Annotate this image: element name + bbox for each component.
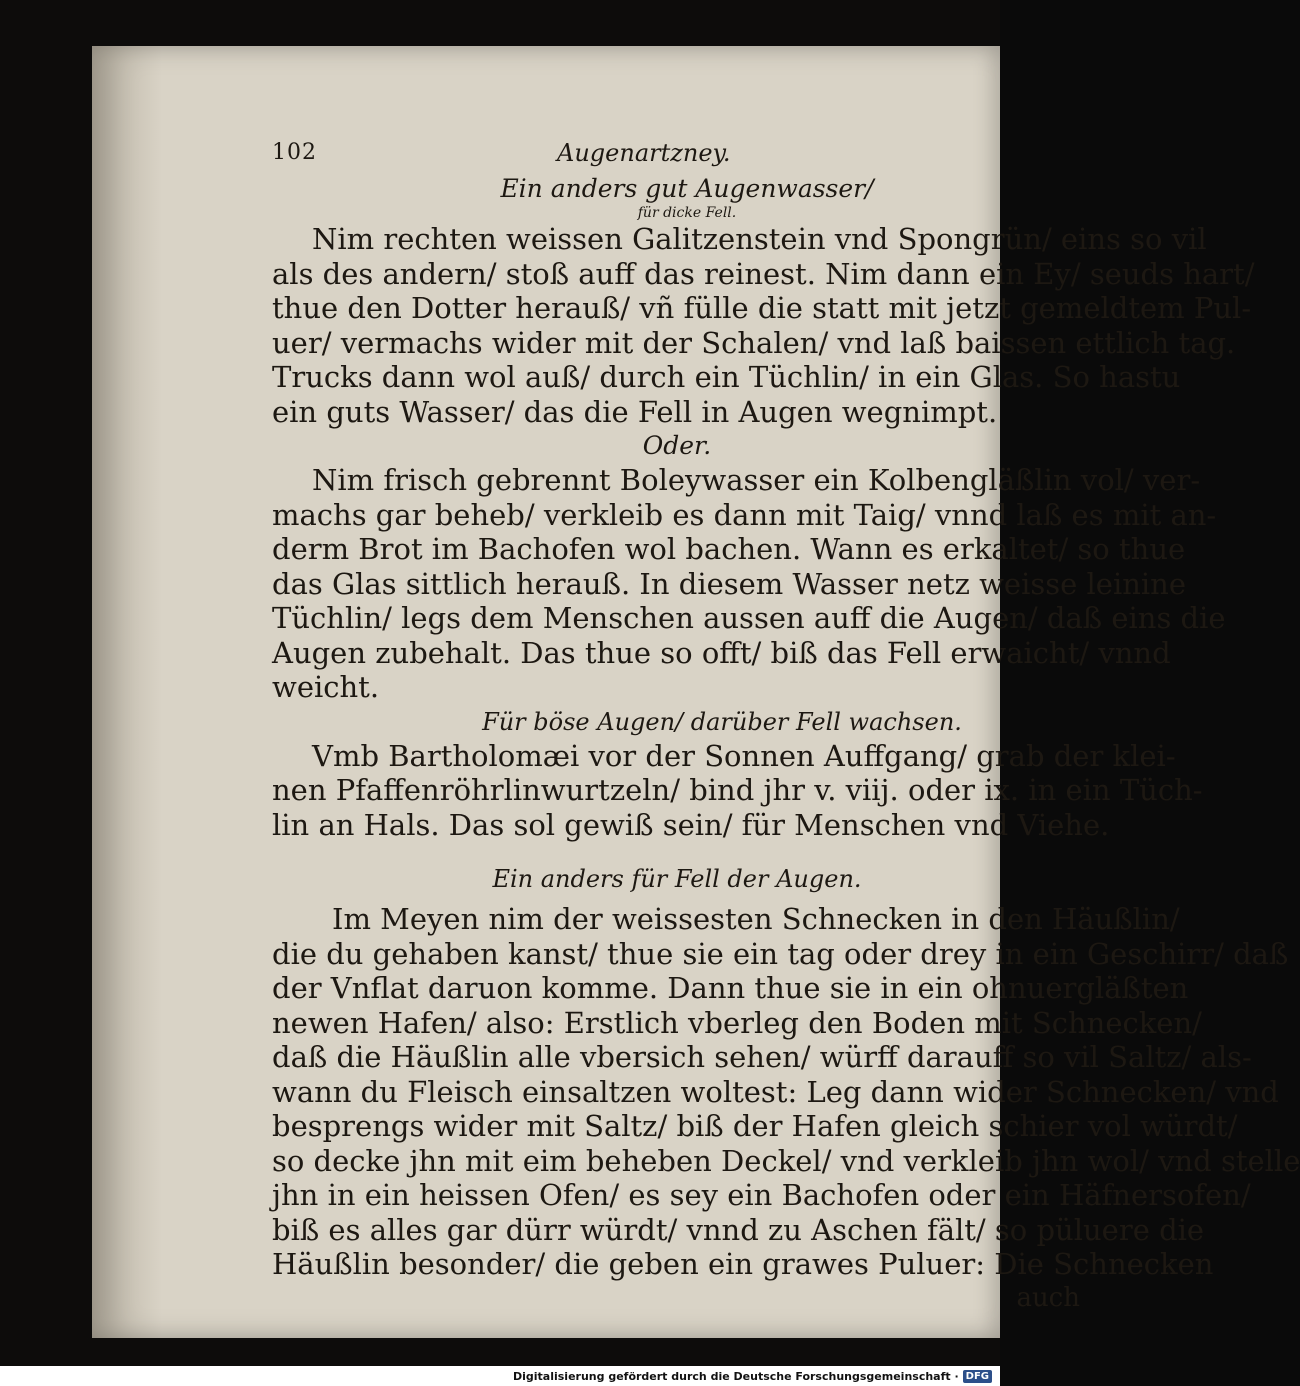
footer-bar bbox=[0, 1366, 1000, 1386]
text-block bbox=[272, 136, 1300, 1314]
paragraph bbox=[272, 463, 1226, 705]
text-line: daß die Häußlin alle vbersich sehen/ würff darauff so vil Saltz/ als- bbox=[272, 1040, 1252, 1074]
page-number: 102 bbox=[272, 140, 317, 165]
text-line: Augen zubehalt. Das thue so offt/ biß das Fell erwaicht/ vnnd bbox=[272, 635, 1171, 670]
section-heading: Ein anders gut Augenwasser/ bbox=[500, 174, 874, 203]
running-head: Augenartzney. bbox=[557, 139, 731, 167]
text-line: Im Meyen nim der weissesten Schnecken in den Häußlin/ bbox=[332, 902, 1180, 936]
text-line: Nim frisch gebrennt Boleywasser ein Kolbengläßlin vol/ ver- bbox=[312, 463, 1201, 497]
section-heading: Für böse Augen/ darüber Fell wachsen. bbox=[482, 707, 962, 736]
book-page bbox=[92, 46, 1300, 1338]
text-line: Tüchlin/ legs dem Menschen aussen auff die Augen/ daß eins die bbox=[272, 601, 1226, 635]
text-line: Nim rechten weissen Galitzenstein vnd Spongrün/ eins so vil bbox=[312, 222, 1207, 256]
section-heading: Oder. bbox=[642, 431, 712, 460]
text-line: Trucks dann wol auß/ durch ein Tüchlin/ in ein Glas. So hastu bbox=[272, 360, 1181, 394]
text-line: jhn in ein heissen Ofen/ es sey ein Bachofen oder ein Häfnersofen/ bbox=[272, 1178, 1251, 1212]
text-line: Häußlin besonder/ die geben ein grawes Puluer: Die Schnecken bbox=[272, 1247, 1214, 1281]
text-line: so decke jhn mit eim beheben Deckel/ vnd verkleib jhn wol/ vnd stelle bbox=[272, 1143, 1300, 1178]
text-line: derm Brot im Bachofen wol bachen. Wann es erkaltet/ so thue bbox=[272, 532, 1186, 566]
dfg-logo-icon: DFG bbox=[963, 1370, 992, 1383]
text-line: besprengs wider mit Saltz/ biß der Hafen gleich schier vol würdt/ bbox=[272, 1109, 1238, 1143]
paragraph bbox=[272, 902, 1300, 1282]
text-line: die du gehaben kanst/ thue sie ein tag oder drey in ein Geschirr/ daß bbox=[272, 936, 1289, 971]
text-line: machs gar beheb/ verkleib es dann mit Taig/ vnnd laß es mit an- bbox=[272, 497, 1217, 532]
text-line: nen Pfaffenröhrlinwurtzeln/ bind jhr v. viij. oder ix. in ein Tüch- bbox=[272, 773, 1203, 807]
text-line: der Vnflat daruon komme. Dann thue sie in ein ohnuergläßten bbox=[272, 971, 1189, 1005]
text-line: wann du Fleisch einsaltzen woltest: Leg dann wider Schnecken/ vnd bbox=[272, 1074, 1279, 1109]
text-line: newen Hafen/ also: Erstlich vberleg den Boden mit Schnecken/ bbox=[272, 1005, 1202, 1040]
section-heading: Ein anders für Fell der Augen. bbox=[492, 865, 862, 893]
text-line: thue den Dotter herauß/ vñ fülle die statt mit jetzt gemeldtem Pul- bbox=[272, 291, 1252, 325]
text-line: weicht. bbox=[272, 670, 380, 704]
text-line: lin an Hals. Das sol gewiß sein/ für Menschen vnd Viehe. bbox=[272, 807, 1110, 842]
text-line: biß es alles gar dürr würdt/ vnnd zu Aschen fält/ so püluere die bbox=[272, 1212, 1205, 1247]
text-line: Vmb Bartholomæi vor der Sonnen Auffgang/ grab der klei- bbox=[312, 738, 1176, 773]
footer-credit: Digitalisierung gefördert durch die Deutsche Forschungsgemeinschaft · bbox=[512, 1369, 959, 1383]
text-line: als des andern/ stoß auff das reinest. Nim dann ein Ey/ seuds hart/ bbox=[272, 256, 1255, 291]
paragraph bbox=[272, 222, 1255, 429]
catchword: auch bbox=[1016, 1282, 1080, 1313]
text-line: das Glas sittlich herauß. In diesem Wasser netz weisse leinine bbox=[272, 566, 1187, 601]
paragraph bbox=[272, 738, 1203, 843]
page-header bbox=[272, 136, 1082, 174]
text-line: uer/ vermachs wider mit der Schalen/ vnd laß baissen ettlich tag. bbox=[272, 325, 1236, 360]
text-line: ein guts Wasser/ das die Fell in Augen wegnimpt. bbox=[272, 394, 998, 429]
section-subheading: für dicke Fell. bbox=[637, 205, 737, 221]
